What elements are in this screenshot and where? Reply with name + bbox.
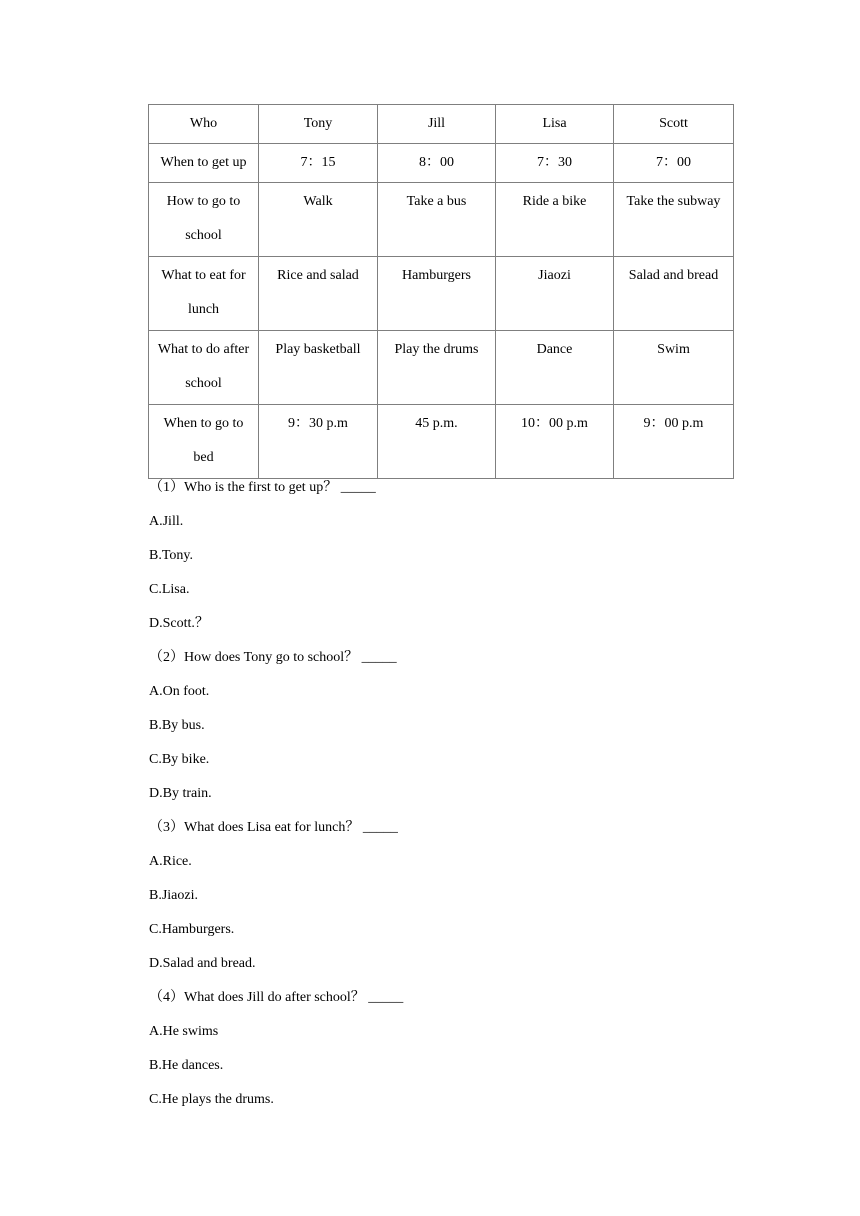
table-header-cell: Who (149, 105, 259, 144)
answer-option: A.Jill. (149, 514, 184, 529)
question-list (149, 471, 749, 1117)
question-stem: （1）Who is the first to get up？ _____ (149, 480, 376, 495)
table-header-cell: When to get up (149, 144, 259, 183)
schedule-table (148, 104, 734, 479)
table-row-bed (149, 405, 734, 479)
table-cell: Rice and salad (259, 257, 378, 331)
answer-option: C.Hamburgers. (149, 922, 235, 937)
answer-option: C.Lisa. (149, 582, 190, 597)
answer-option: A.On foot. (149, 684, 210, 699)
table-cell: 10：00 p.m (496, 405, 614, 479)
answer-option: B.Tony. (149, 548, 194, 563)
table-cell: Swim (614, 331, 734, 405)
table-cell: Salad and bread (614, 257, 734, 331)
table-cell: Hamburgers (378, 257, 496, 331)
table-cell: Dance (496, 331, 614, 405)
table-cell: 45 p.m. (378, 405, 496, 479)
question-stem: （4）What does Jill do after school？ _____ (149, 990, 404, 1005)
answer-option: B.By bus. (149, 718, 205, 733)
table-cell: 8：00 (378, 144, 496, 183)
table-cell: Take a bus (378, 183, 496, 257)
table-cell: Play basketball (259, 331, 378, 405)
table-cell: Jiaozi (496, 257, 614, 331)
table-header-cell: What to eat for lunch (149, 257, 259, 331)
table-header-cell: How to go to school (149, 183, 259, 257)
answer-option: A.Rice. (149, 854, 192, 869)
table-cell: 7：15 (259, 144, 378, 183)
table-cell: Scott (614, 105, 734, 144)
answer-option: D.By train. (149, 786, 212, 801)
table-cell: Take the subway (614, 183, 734, 257)
table-row-go-to-school (149, 183, 734, 257)
table-cell: 7：00 (614, 144, 734, 183)
table-row-get-up (149, 144, 734, 183)
answer-option: B.He dances. (149, 1058, 224, 1073)
table-header-cell: When to go to bed (149, 405, 259, 479)
table-cell: 9：00 p.m (614, 405, 734, 479)
table-cell: Ride a bike (496, 183, 614, 257)
question-stem: （3）What does Lisa eat for lunch？ _____ (149, 820, 398, 835)
table-cell: Lisa (496, 105, 614, 144)
table-row-lunch (149, 257, 734, 331)
table-row-after-school (149, 331, 734, 405)
table-cell: Tony (259, 105, 378, 144)
table-cell: Jill (378, 105, 496, 144)
table-cell: Play the drums (378, 331, 496, 405)
table-cell: Walk (259, 183, 378, 257)
table-cell: 9：30 p.m (259, 405, 378, 479)
answer-option: A.He swims (149, 1024, 219, 1039)
table-cell: 7：30 (496, 144, 614, 183)
table-header-cell: What to do after school (149, 331, 259, 405)
question-stem: （2）How does Tony go to school？ _____ (149, 650, 397, 665)
answer-option: C.He plays the drums. (149, 1092, 274, 1107)
answer-option: D.Scott.？ (149, 616, 209, 631)
table-row-who (149, 105, 734, 144)
answer-option: C.By bike. (149, 752, 210, 767)
answer-option: D.Salad and bread. (149, 956, 256, 971)
answer-option: B.Jiaozi. (149, 888, 198, 903)
